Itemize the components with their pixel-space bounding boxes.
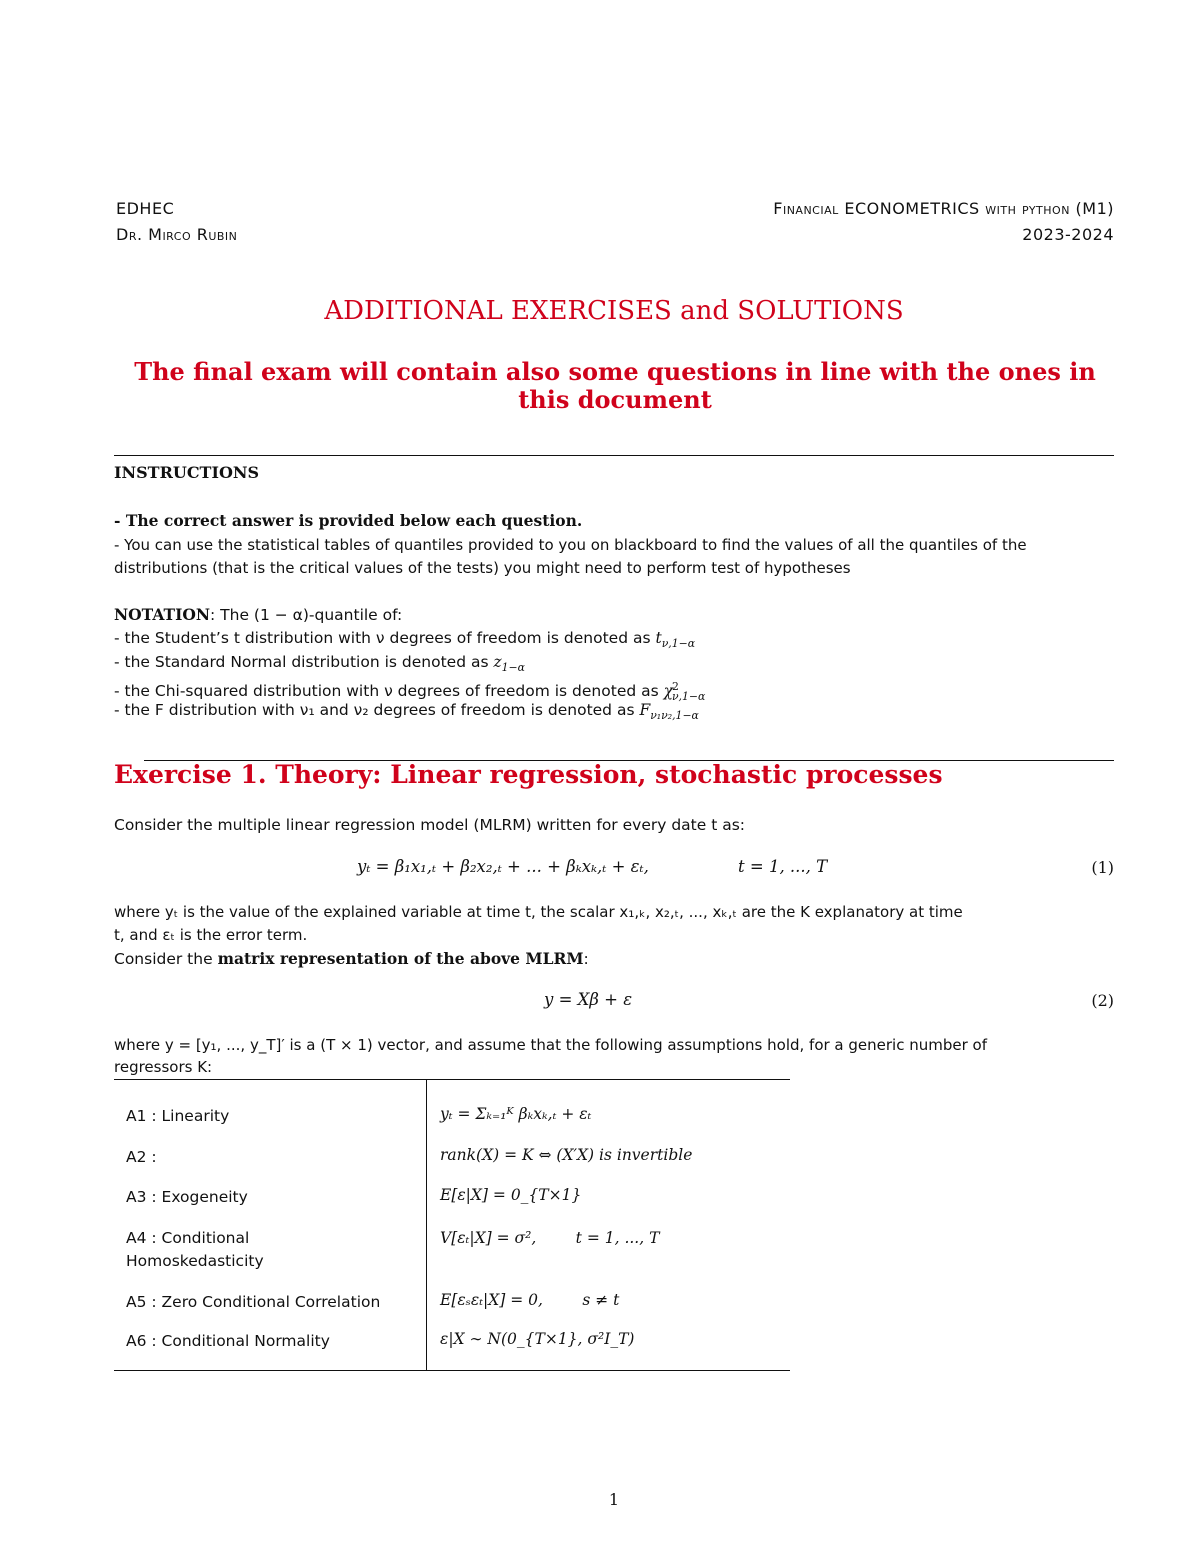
assumption-name (126, 1227, 264, 1273)
notation-symbol: χ (663, 682, 674, 701)
notation-item-text: - the Student’s t distribution with ν degrees of freedom is denoted as (114, 629, 656, 647)
page-number: 1 (608, 1490, 620, 1509)
assumption-name-line-1: A4 : Conditional (126, 1229, 250, 1247)
header-year: 2023-2024 (1022, 225, 1114, 244)
divider-top (114, 455, 1114, 456)
instructions-bullet-1-text: - The correct answer is provided below each question. (114, 511, 583, 530)
notation-symbol: z (493, 653, 502, 671)
notation-subscript: 1−α (501, 661, 525, 675)
notation-item-text: - the Chi-squared distribution with ν degrees of freedom is denoted as (114, 682, 664, 701)
header-course (773, 199, 1114, 218)
assumption-formula: rank(X) = K ⇔ (X′X) is invertible (440, 1146, 693, 1164)
equation-1-where-line-1: where yₜ is the value of the explained variable at time t, the scalar x₁,ₖ, x₂,ₜ, ..., xₖ,ₜ are the K explanatory at time (114, 903, 963, 921)
header-author: Dr. Mirco Rubin (116, 225, 238, 244)
header-course-part3: with python (985, 199, 1070, 218)
equation-1-range: t = 1, ..., T (738, 857, 828, 876)
matrix-representation-line (114, 947, 1114, 971)
header-course-part1: Financial (773, 199, 839, 218)
notation-symbol: F (639, 701, 651, 719)
equation-2: y = Xβ + ε (544, 990, 633, 1009)
assumption-formula: V[εₜ|X] = σ², t = 1, ..., T (440, 1229, 660, 1247)
equation-1-where-line-2: t, and εₜ is the error term. (114, 926, 308, 944)
assumption-name: A5 : Zero Conditional Correlation (126, 1293, 381, 1311)
notation-subscript: ν,1−α (671, 690, 706, 704)
notation-item (114, 699, 1114, 727)
assumption-name-line-2: Homoskedasticity (126, 1252, 264, 1270)
matrix-representation-post: : (583, 950, 589, 968)
assumptions-table (114, 1079, 790, 1371)
table-column-divider (426, 1079, 427, 1371)
assumption-formula: E[εₛεₜ|X] = 0, s ≠ t (440, 1291, 620, 1309)
header-institution: EDHEC (116, 199, 175, 218)
instructions-bullet-2: - You can use the statistical tables of quantiles provided to you on blackboard to find the values of all the quantiles of the distributions (that is the critical values of the tests) you might need to perform test of hypotheses (114, 536, 1027, 577)
exercise-1-title: Exercise 1. Theory: Linear regression, stochastic processes (114, 760, 943, 789)
assumption-formula: yₜ = Σₖ₌₁ᴷ βₖxₖ,ₜ + εₜ (440, 1105, 592, 1123)
instructions-heading: INSTRUCTIONS (114, 463, 260, 482)
assumption-name: A3 : Exogeneity (126, 1188, 248, 1206)
table-bottom-rule (114, 1370, 790, 1371)
instructions-bullet-1 (114, 509, 1114, 533)
notation-superscript: 2 (672, 680, 679, 693)
equation-1: yₜ = β₁x₁,ₜ + β₂x₂,ₜ + ... + βₖxₖ,ₜ + εₜ, (357, 857, 649, 876)
table-top-rule (114, 1079, 790, 1080)
assumption-name: A1 : Linearity (126, 1107, 230, 1125)
assumption-name: A2 : (126, 1148, 157, 1166)
document-title: ADDITIONAL EXERCISES and SOLUTIONS (324, 296, 904, 326)
document-subtitle: The final exam will contain also some questions in line with the ones in this document (134, 357, 1096, 414)
equation-2-where-line-1: where y = [y₁, ..., y_T]′ is a (T × 1) vector, and assume that the following assumptions hold, for a generic number of (114, 1036, 987, 1054)
equation-2-number: (2) (1091, 991, 1114, 1010)
assumption-formula: ε|X ∼ N(0_{T×1}, σ²I_T) (440, 1330, 635, 1348)
equation-1-number: (1) (1091, 858, 1114, 877)
notation-item-text: - the Standard Normal distribution is denoted as (114, 653, 494, 671)
notation-heading: NOTATION (114, 605, 210, 624)
matrix-representation-bold: matrix representation of the above MLRM (217, 949, 584, 968)
notation-subscript: ν₁ν₂,1−α (650, 709, 699, 723)
exercise-1-intro: Consider the multiple linear regression model (MLRM) written for every date t as: (114, 816, 746, 834)
matrix-representation-pre: Consider the (114, 950, 218, 968)
header-course-part2: ECONOMETRICS (844, 199, 980, 218)
header-course-part4: (M1) (1075, 199, 1114, 218)
notation-intro: : The (1 − α)-quantile of: (210, 606, 403, 624)
assumption-formula: E[ε|X] = 0_{T×1} (440, 1186, 582, 1204)
notation-symbol: t (655, 629, 662, 647)
assumption-name: A6 : Conditional Normality (126, 1332, 330, 1350)
notation-heading-line (114, 603, 1114, 627)
notation-subscript: ν,1−α (661, 637, 696, 651)
notation-item-text: - the F distribution with ν₁ and ν₂ degrees of freedom is denoted as (114, 701, 640, 719)
equation-2-where-line-2: regressors K: (114, 1058, 213, 1076)
